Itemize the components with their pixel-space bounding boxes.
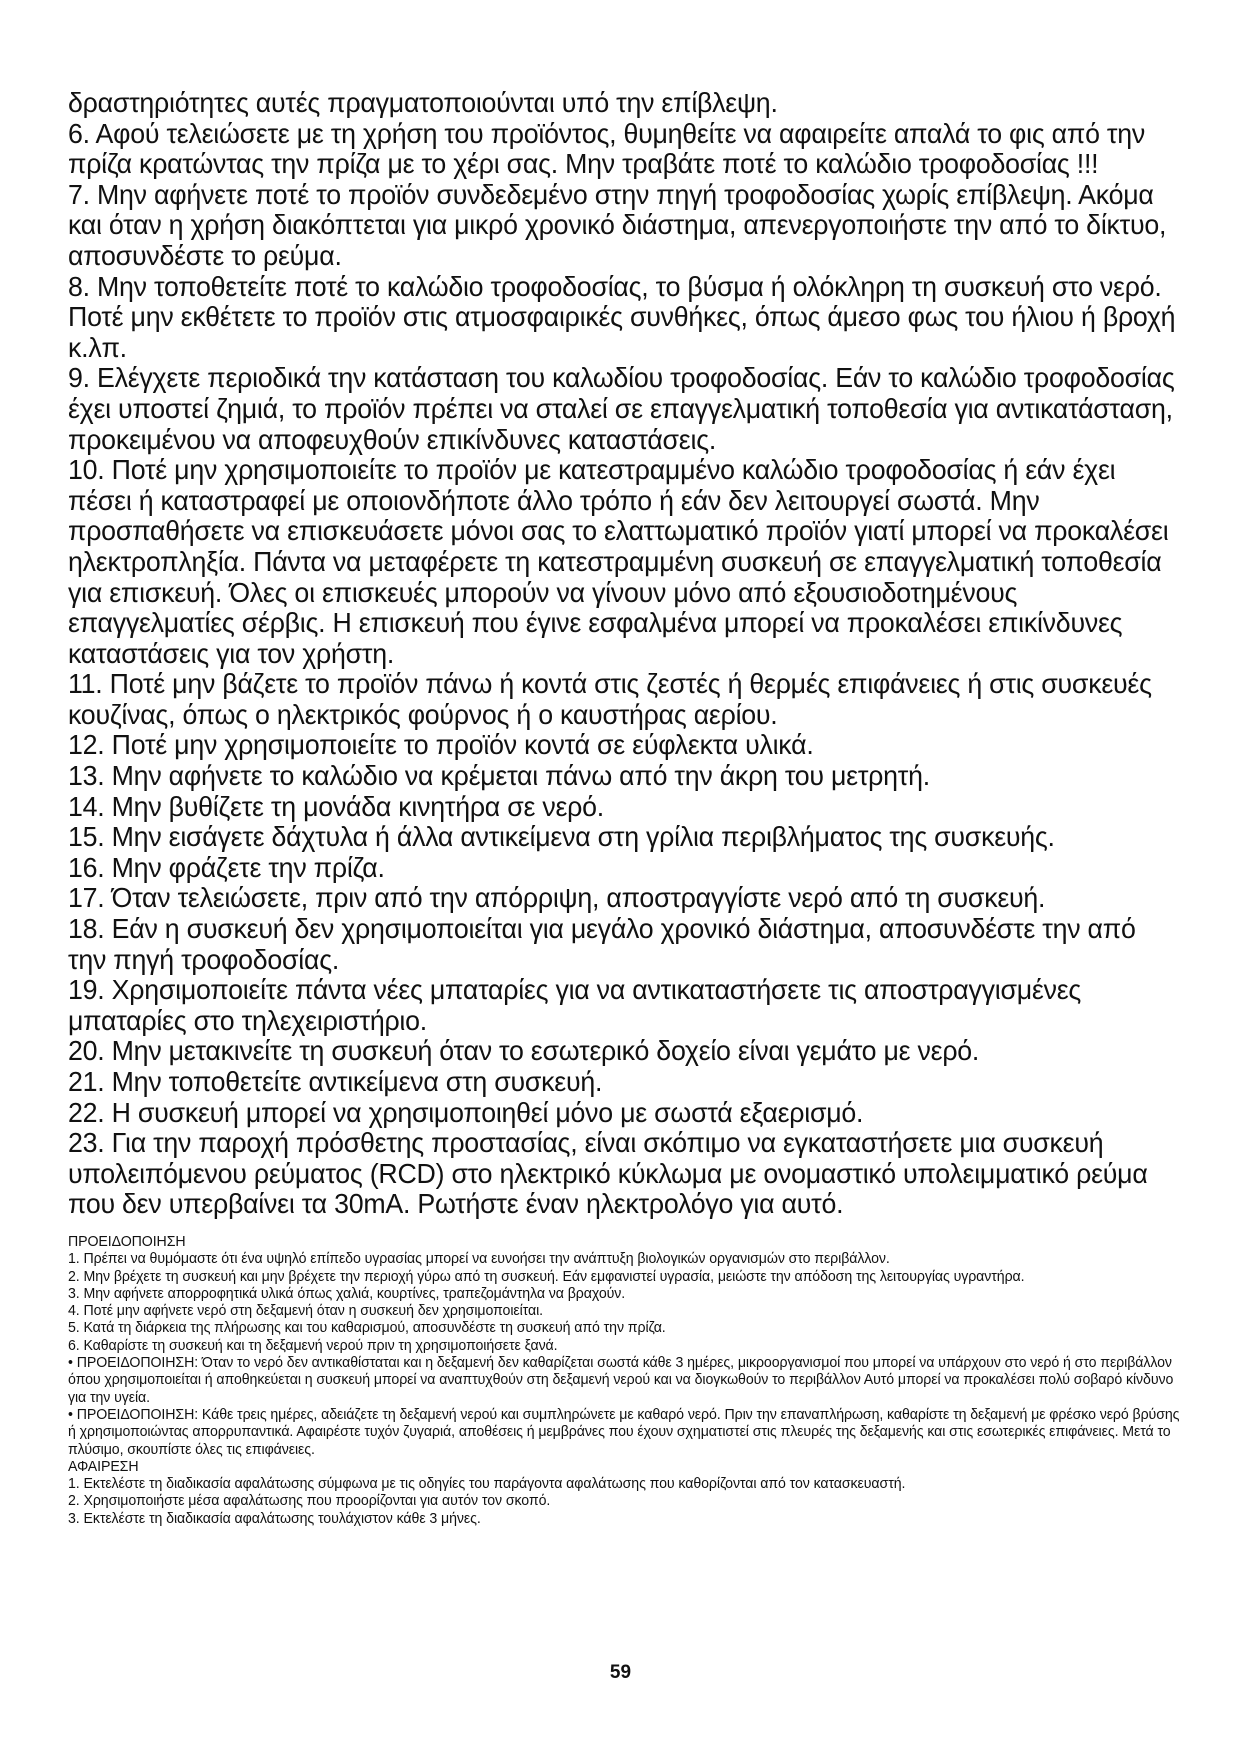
- descaling-item-3: 3. Εκτελέστε τη διαδικασία αφαλάτωσης τουλάχιστον κάθε 3 μήνες.: [68, 1509, 481, 1527]
- instruction-item-18: 18. Εάν η συσκευή δεν χρησιμοποιείται για μεγάλο χρονικό διάστημα, αποσυνδέστε την από την πηγή τροφοδοσίας.: [68, 913, 1136, 975]
- warning-item-2: 2. Μην βρέχετε τη συσκευή και μην βρέχετε την περιοχή γύρω από τη συσκευή. Εάν εμφανιστεί υγρασία, μειώστε την απόδοση της λειτουργίας υγραντήρα.: [68, 1267, 1025, 1285]
- instruction-item-21: 21. Μην τοποθετείτε αντικείμενα στη συσκευή.: [68, 1066, 603, 1097]
- warning-item-6: 6. Καθαρίστε τη συσκευή και τη δεξαμενή νερού πριν τη χρησιμοποιήσετε ξανά.: [68, 1336, 558, 1354]
- instruction-item-7: 7. Μην αφήνετε ποτέ το προϊόν συνδεδεμένο στην πηγή τροφοδοσίας χωρίς επίβλεψη. Ακόμα και όταν η χρήση διακόπτεται για μικρό χρονικό διάστημα, απενεργοποιήστε την από το δίκτυο, αποσυνδέστε το ρεύμα.: [68, 178, 1167, 271]
- warning-bullet-1: • ΠΡΟΕΙΔΟΠΟΙΗΣΗ: Όταν το νερό δεν αντικαθίσταται και η δεξαμενή δεν καθαρίζεται σωστά κάθε 3 ημέρες, μικροοργανισμοί που μπορεί να υπάρχουν στο νερό ή στο περιβάλλον όπου χρησιμοποιείται ή αποθηκεύεται η συσκευή μπορεί να αναπτυχθούν στη δεξαμενή νερού και να διογκωθούν το περιβάλλον Αυτό μπορεί να προκαλέσει πολύ σοβαρό κίνδυνο για την υγεία.: [68, 1354, 1174, 1406]
- descaling-item-2: 2. Χρησιμοποιήστε μέσα αφαλάτωσης που προορίζονται για αυτόν τον σκοπό.: [68, 1492, 551, 1510]
- safety-instructions: [68, 88, 1181, 1220]
- instruction-item-6: 6. Αφού τελειώσετε με τη χρήση του προϊόντος, θυμηθείτε να αφαιρείτε απαλά το φις από την πρίζα κρατώντας την πρίζα με το χέρι σας. Μην τραβάτε ποτέ το καλώδιο τροφοδοσίας !!!: [68, 117, 1146, 180]
- instruction-item-20: 20. Μην μετακινείτε τη συσκευή όταν το εσωτερικό δοχείο είναι γεμάτο με νερό.: [68, 1035, 980, 1067]
- instruction-item-23: 23. Για την παροχή πρόσθετης προστασίας, είναι σκόπιμο να εγκαταστήσετε μια συσκευή υπολειπόμενου ρεύματος (RCD) στο ηλεκτρικό κύκλωμα με ονομαστικό υπολειμματικό ρεύμα που δεν υπερβαίνει τα 30mA. Ρωτήστε έναν ηλεκτρολόγο για αυτό.: [68, 1127, 1148, 1220]
- warning-item-3: 3. Μην αφήνετε απορροφητικά υλικά όπως χαλιά, κουρτίνες, τραπεζομάντηλα να βραχούν.: [68, 1284, 626, 1302]
- page-number: 59: [609, 1662, 632, 1683]
- descaling-heading: ΑΦΑΙΡΕΣΗ: [68, 1457, 139, 1475]
- instruction-item-10: 10. Ποτέ μην χρησιμοποιείτε το προϊόν με κατεστραμμένο καλώδιο τροφοδοσίας ή εάν έχει πέσει ή καταστραφεί με οποιονδήποτε άλλο τρόπο ή εάν δεν λειτουργεί σωστά. Μην προσπαθήσετε να επισκευάσετε μόνοι σας το ελαττωματικό προϊόν γιατί μπορεί να προκαλέσει ηλεκτροπληξία. Πάντα να μεταφέρετε τη κατεστραμμένη συσκευή σε επαγγελματική τοποθεσία για επισκευή. Όλες οι επισκευές μπορούν να γίνουν μόνο από εξουσιοδοτημένους επαγγελματίες σέρβις. Η επισκευή που έγινε εσφαλμένα μπορεί να προκαλέσει επικίνδυνες καταστάσεις για τον χρήστη.: [68, 454, 1169, 669]
- instruction-item-13: 13. Μην αφήνετε το καλώδιο να κρέμεται πάνω από την άκρη του μετρητή.: [68, 760, 930, 792]
- instruction-item-17: 17. Όταν τελειώσετε, πριν από την απόρριψη, αποστραγγίστε νερό από τη συσκευή.: [68, 882, 1046, 914]
- instruction-item-9: 9. Ελέγχετε περιοδικά την κατάσταση του καλωδίου τροφοδοσίας. Εάν το καλώδιο τροφοδοσίας έχει υποστεί ζημιά, το προϊόν πρέπει να σταλεί σε επαγγελματική τοποθεσία για αντικατάσταση, προκειμένου να αποφευχθούν επικίνδυνες καταστάσεις.: [68, 362, 1175, 455]
- descaling-item-1: 1. Εκτελέστε τη διαδικασία αφαλάτωσης σύμφωνα με τις οδηγίες του παράγοντα αφαλάτωσης που καθορίζονται από τον κατασκευαστή.: [68, 1475, 906, 1493]
- warning-item-1: 1. Πρέπει να θυμόμαστε ότι ένα υψηλό επίπεδο υγρασίας μπορεί να ευνοήσει την ανάπτυξη βιολογικών οργανισμών στο περιβάλλον.: [68, 1250, 890, 1268]
- instruction-item-15: 15. Μην εισάγετε δάχτυλα ή άλλα αντικείμενα στη γρίλια περιβλήματος της συσκευής.: [68, 821, 1055, 853]
- instruction-text: δραστηριότητες αυτές πραγματοποιούνται υπό την επίβλεψη.: [68, 87, 778, 118]
- instruction-item-19: 19. Χρησιμοποιείτε πάντα νέες μπαταρίες για να αντικαταστήσετε τις αποστραγγισμένες μπαταρίες στο τηλεχειριστήριο.: [68, 974, 1082, 1036]
- warning-item-4: 4. Ποτέ μην αφήνετε νερό στη δεξαμενή όταν η συσκευή δεν χρησιμοποιείται.: [68, 1302, 543, 1320]
- instruction-item-16: 16. Μην φράζετε την πρίζα.: [68, 851, 385, 883]
- warning-item-5: 5. Κατά τη διάρκεια της πλήρωσης και του καθαρισμού, αποσυνδέστε τη συσκευή από την πρίζα.: [68, 1319, 666, 1337]
- instruction-item-22: 22. Η συσκευή μπορεί να χρησιμοποιηθεί μόνο με σωστά εξαερισμό.: [68, 1096, 864, 1128]
- warning-heading: ΠΡΟΕΙΔΟΠΟΙΗΣΗ: [68, 1232, 186, 1250]
- instruction-item-11: 11. Ποτέ μην βάζετε το προϊόν πάνω ή κοντά στις ζεστές ή θερμές επιφάνειες ή στις συσκευές κουζίνας, όπως ο ηλεκτρικός φούρνος ή ο καυστήρας αερίου.: [68, 668, 1152, 730]
- warning-bullet-2: • ΠΡΟΕΙΔΟΠΟΙΗΣΗ: Κάθε τρεις ημέρες, αδειάζετε τη δεξαμενή νερού και συμπληρώνετε με καθαρό νερό. Πριν την επαναπλήρωση, καθαρίστε τη δεξαμενή με φρέσκο νερό βρύσης ή χρησιμοποιώντας απορρυπαντικά. Αφαιρέστε τυχόν ζυγαριά, αποθέσεις ή μεμβράνες που έχουν σχηματιστεί στις πλευρές της δεξαμενής και στις εσωτερικές επιφάνειες. Μετά το πλύσιμο, σκουπίστε όλες τις επιφάνειες.: [68, 1405, 1180, 1458]
- warning-section: [68, 1233, 1181, 1527]
- instruction-item-8: 8. Μην τοποθετείτε ποτέ το καλώδιο τροφοδοσίας, το βύσμα ή ολόκληρη τη συσκευή στο νερό. Ποτέ μην εκθέτετε το προϊόν στις ατμοσφαιρικές συνθήκες, όπως άμεσο φως του ήλιου ή βροχή κ.λπ.: [68, 270, 1176, 363]
- instruction-item-12: 12. Ποτέ μην χρησιμοποιείτε το προϊόν κοντά σε εύφλεκτα υλικά.: [68, 729, 814, 761]
- instruction-item-14: 14. Μην βυθίζετε τη μονάδα κινητήρα σε νερό.: [68, 790, 604, 822]
